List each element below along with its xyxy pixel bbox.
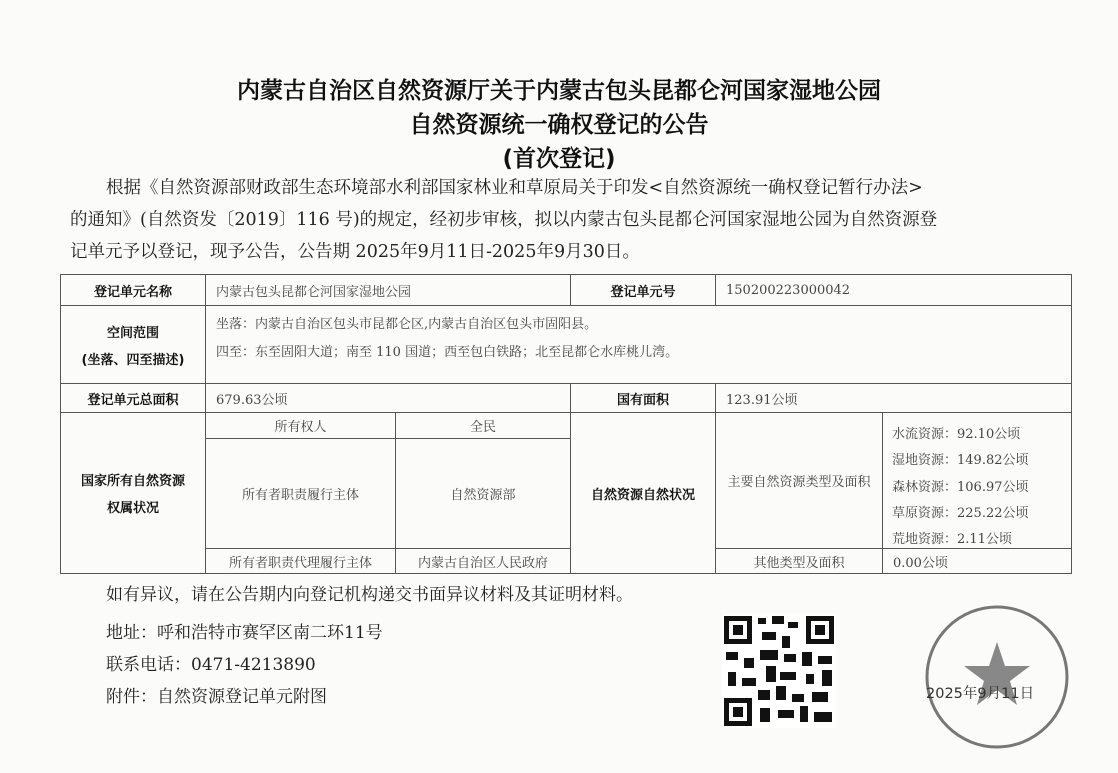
owner: 全民 <box>395 412 571 439</box>
intro-line-1: 根据《自然资源部财政部生态环境部水利部国家林业和草原局关于印发<自然资源统一确权登记暂行办法> <box>106 178 923 198</box>
space-label-text: 空间范围 <box>106 325 159 341</box>
attachment: 附件：自然资源登记单元附图 <box>106 687 327 707</box>
natural-label: 自然资源自然状况 <box>570 412 716 574</box>
total-area: 679.63公顷 <box>205 383 571 413</box>
phone: 联系电话：0471-4213890 <box>106 655 316 675</box>
space-description <box>205 305 1072 384</box>
resource-grassland: 草原资源：225.22公顷 <box>892 506 1029 521</box>
total-area-label: 登记单元总面积 <box>60 383 206 413</box>
duty: 自然资源部 <box>395 438 571 549</box>
duty-label: 所有者职责履行主体 <box>205 438 396 549</box>
title-line-2: 自然资源统一确权登记的公告 <box>409 112 709 138</box>
owner-label: 所有权人 <box>205 412 396 439</box>
intro-line-3: 记单元予以登记，现予公告，公告期 2025年9月11日-2025年9月30日。 <box>70 242 640 262</box>
ownership-label <box>60 412 206 574</box>
resource-forest: 森林资源：106.97公顷 <box>892 480 1029 495</box>
intro-line-2: 的通知》(自然资发〔2019〕116 号)的规定，经初步审核，拟以内蒙古包头昆都仑河国家湿地公园为自然资源登 <box>70 210 938 230</box>
seal-date: 2025年9月11日 <box>926 686 1035 702</box>
state-area: 123.91公顷 <box>715 383 1072 413</box>
address: 地址：呼和浩特市赛罕区南二环11号 <box>106 623 383 643</box>
unit-no-label: 登记单元号 <box>570 274 716 306</box>
location: 坐落：内蒙古自治区包头市昆都仑区,内蒙古自治区包头市固阳县。 <box>216 317 598 332</box>
space-label <box>60 305 206 384</box>
resource-wetland: 湿地资源：149.82公顷 <box>892 453 1029 468</box>
other-label: 其他类型及面积 <box>715 548 883 574</box>
space-sublabel: (坐落、四至描述) <box>81 352 185 368</box>
qr-code-icon <box>722 614 836 728</box>
agent: 内蒙古自治区人民政府 <box>395 548 571 574</box>
title-line-1: 内蒙古自治区自然资源厅关于内蒙古包头昆都仑河国家湿地公园 <box>237 78 881 104</box>
ownership-label-2: 权属状况 <box>106 501 159 516</box>
state-area-label: 国有面积 <box>570 383 716 413</box>
ownership-label-1: 国家所有自然资源 <box>80 474 185 489</box>
other: 0.00公顷 <box>882 548 1072 574</box>
seal-icon <box>922 602 1072 752</box>
unit-name: 内蒙古包头昆都仑河国家湿地公园 <box>205 274 571 306</box>
agent-label: 所有者职责代理履行主体 <box>205 548 396 574</box>
main-types-label: 主要自然资源类型及面积 <box>715 412 883 549</box>
unit-no: 150200223000042 <box>715 274 1072 306</box>
objection-note: 如有异议，请在公告期内向登记机构递交书面异议材料及其证明材料。 <box>106 585 633 605</box>
unit-name-label: 登记单元名称 <box>60 274 206 306</box>
resource-wasteland: 荒地资源：2.11公顷 <box>892 532 1012 547</box>
bounds: 四至：东至固阳大道；南至 110 国道；西至包白铁路；北至昆都仑水库桃儿湾。 <box>216 345 679 360</box>
resource-water: 水流资源：92.10公顷 <box>892 427 1021 442</box>
title-line-3: (首次登记) <box>502 146 616 172</box>
official-seal <box>922 602 1072 752</box>
